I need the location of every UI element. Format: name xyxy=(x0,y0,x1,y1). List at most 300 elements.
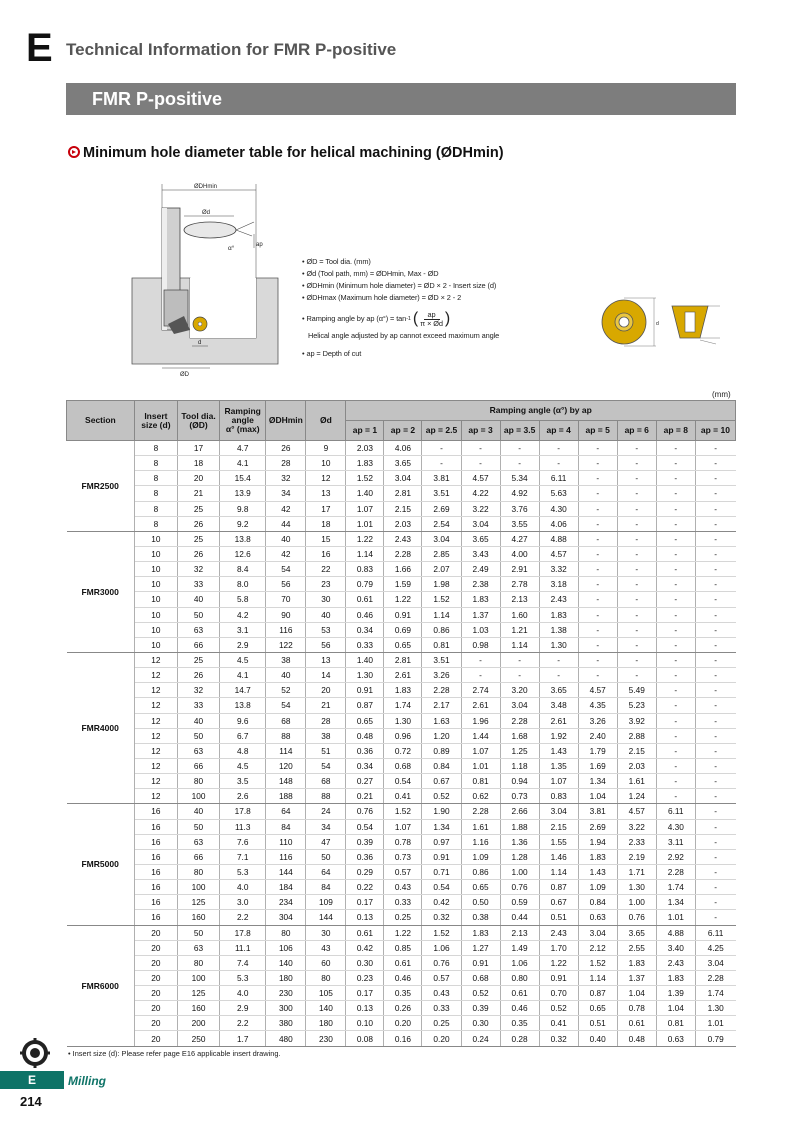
table-cell: 4.25 xyxy=(695,940,735,955)
frac-num: ap xyxy=(424,311,440,320)
table-cell: 5.3 xyxy=(220,970,266,985)
company-logo-icon xyxy=(20,1038,50,1068)
table-cell: 0.98 xyxy=(461,637,500,652)
table-cell: 3.04 xyxy=(695,955,735,970)
table-cell: - xyxy=(695,562,735,577)
table-cell: 17 xyxy=(177,441,219,456)
table-cell: - xyxy=(500,652,539,667)
table-cell: 0.65 xyxy=(346,713,384,728)
table-cell: 2.19 xyxy=(617,849,656,864)
table-cell: - xyxy=(695,880,735,895)
table-cell: 12 xyxy=(134,743,177,758)
table-cell: 1.27 xyxy=(461,940,500,955)
table-row xyxy=(67,516,736,531)
table-cell: 18 xyxy=(306,516,346,531)
table-cell: 4.5 xyxy=(220,758,266,773)
table-cell: 122 xyxy=(266,637,306,652)
table-cell: - xyxy=(578,471,617,486)
table-cell: 2.43 xyxy=(539,592,578,607)
col-ap: ap = 10 xyxy=(695,421,735,441)
table-cell: - xyxy=(656,456,695,471)
table-cell: 0.28 xyxy=(500,1031,539,1046)
table-cell: 0.61 xyxy=(500,986,539,1001)
table-cell: 0.84 xyxy=(422,758,461,773)
table-row xyxy=(67,955,736,970)
table-cell: 16 xyxy=(134,849,177,864)
table-cell: - xyxy=(578,546,617,561)
ap-definition: • ap = Depth of cut xyxy=(302,349,362,358)
table-cell: 2.03 xyxy=(346,441,384,456)
table-cell: 2.55 xyxy=(617,940,656,955)
col-ap: ap = 2.5 xyxy=(422,421,461,441)
table-cell: 0.83 xyxy=(346,562,384,577)
table-cell: 1.16 xyxy=(461,834,500,849)
table-cell: 0.44 xyxy=(500,910,539,925)
note-line: • Ød (Tool path, mm) = ØDHmin, Max - ØD xyxy=(302,269,439,278)
section-name: FMR5000 xyxy=(67,804,135,925)
table-row xyxy=(67,758,736,773)
table-cell: 1.88 xyxy=(500,819,539,834)
table-cell: 1.7 xyxy=(220,1031,266,1046)
table-cell: 0.63 xyxy=(578,910,617,925)
note-line: • ØD = Tool dia. (mm) xyxy=(302,257,371,266)
table-cell: 10 xyxy=(134,622,177,637)
table-cell: - xyxy=(578,607,617,622)
table-row xyxy=(67,637,736,652)
table-cell: 2.74 xyxy=(461,683,500,698)
table-cell: 28 xyxy=(266,456,306,471)
table-cell: 1.28 xyxy=(500,849,539,864)
col-ap: ap = 3.5 xyxy=(500,421,539,441)
table-row xyxy=(67,986,736,1001)
table-cell: 47 xyxy=(306,834,346,849)
table-cell: 88 xyxy=(266,728,306,743)
table-cell: - xyxy=(695,728,735,743)
table-cell: 1.92 xyxy=(539,728,578,743)
col-od: Ød xyxy=(306,401,346,441)
table-cell: - xyxy=(695,622,735,637)
table-cell: 1.79 xyxy=(578,743,617,758)
table-cell: - xyxy=(695,441,735,456)
table-cell: 10 xyxy=(134,607,177,622)
table-row xyxy=(67,804,736,819)
table-cell: 32 xyxy=(177,562,219,577)
table-cell: 1.34 xyxy=(656,895,695,910)
table-cell: 4.5 xyxy=(220,652,266,667)
table-cell: 1.01 xyxy=(656,910,695,925)
table-cell: 4.8 xyxy=(220,743,266,758)
table-row xyxy=(67,471,736,486)
table-cell: 40 xyxy=(266,531,306,546)
table-row xyxy=(67,910,736,925)
table-cell: 50 xyxy=(177,925,219,940)
col-group-ramping: Ramping angle (α°) by ap xyxy=(346,401,736,421)
table-cell: 1.61 xyxy=(461,819,500,834)
table-cell: 7.1 xyxy=(220,849,266,864)
table-cell: 13.9 xyxy=(220,486,266,501)
table-cell: 0.72 xyxy=(384,743,422,758)
table-cell: 3.04 xyxy=(539,804,578,819)
table-cell: 0.29 xyxy=(346,864,384,879)
table-cell: 13 xyxy=(306,486,346,501)
table-cell: - xyxy=(617,486,656,501)
label-od: ØD xyxy=(180,372,189,378)
table-cell: 2.54 xyxy=(422,516,461,531)
table-cell: - xyxy=(656,562,695,577)
table-cell: - xyxy=(656,546,695,561)
label-dhmin: ØDHmin xyxy=(194,184,218,190)
arrow-circle-icon xyxy=(68,146,80,158)
col-tool-dia: Tool dia. (ØD) xyxy=(177,401,219,441)
table-cell: - xyxy=(695,516,735,531)
table-row xyxy=(67,668,736,683)
table-cell: 10 xyxy=(134,531,177,546)
table-row xyxy=(67,592,736,607)
table-cell: 4.2 xyxy=(220,607,266,622)
table-cell: 0.54 xyxy=(346,819,384,834)
table-cell: 2.69 xyxy=(578,819,617,834)
table-cell: 2.40 xyxy=(578,728,617,743)
col-section: Section xyxy=(67,401,135,441)
table-cell: 16 xyxy=(134,834,177,849)
table-cell: 1.49 xyxy=(500,940,539,955)
table-cell: - xyxy=(656,743,695,758)
table-cell: - xyxy=(656,607,695,622)
table-cell: 12 xyxy=(134,789,177,804)
table-cell: 80 xyxy=(266,925,306,940)
note-line: • ØDHmax (Maximum hole diameter) = ØD × 2 - 2 xyxy=(302,293,462,302)
table-cell: 26 xyxy=(177,668,219,683)
table-cell: 3.22 xyxy=(461,501,500,516)
table-cell: 26 xyxy=(266,441,306,456)
table-cell: 8 xyxy=(134,456,177,471)
table-cell: - xyxy=(656,637,695,652)
table-cell: 1.25 xyxy=(500,743,539,758)
table-cell: 184 xyxy=(266,880,306,895)
table-cell: 0.27 xyxy=(346,774,384,789)
table-cell: 0.41 xyxy=(384,789,422,804)
table-cell: 2.81 xyxy=(384,652,422,667)
table-cell: 0.48 xyxy=(617,1031,656,1046)
table-cell: 2.28 xyxy=(422,683,461,698)
table-cell: 1.52 xyxy=(384,804,422,819)
table-cell: 12 xyxy=(134,758,177,773)
table-cell: 3.04 xyxy=(422,531,461,546)
table-cell: - xyxy=(656,728,695,743)
table-cell: 0.76 xyxy=(422,955,461,970)
table-cell: 1.83 xyxy=(384,683,422,698)
table-cell: 0.69 xyxy=(384,622,422,637)
table-cell: 1.96 xyxy=(461,713,500,728)
table-cell: - xyxy=(695,804,735,819)
table-cell: 1.14 xyxy=(539,864,578,879)
table-cell: - xyxy=(617,441,656,456)
table-cell: 1.35 xyxy=(539,758,578,773)
table-cell: 0.33 xyxy=(422,1001,461,1016)
table-cell: 3.81 xyxy=(578,804,617,819)
table-cell: 116 xyxy=(266,849,306,864)
table-cell: 0.51 xyxy=(539,910,578,925)
table-cell: 0.10 xyxy=(346,1016,384,1031)
table-cell: 1.59 xyxy=(384,577,422,592)
hole-diameter-table xyxy=(66,400,736,1047)
table-cell: 50 xyxy=(177,728,219,743)
table-cell: 0.59 xyxy=(500,895,539,910)
insert-label-d: d xyxy=(656,321,659,327)
ramp-sup: -1 xyxy=(406,316,411,322)
table-cell: 13.8 xyxy=(220,531,266,546)
table-cell: 50 xyxy=(177,819,219,834)
table-cell: 11.1 xyxy=(220,940,266,955)
table-cell: 0.67 xyxy=(422,774,461,789)
table-cell: 0.65 xyxy=(461,880,500,895)
table-cell: 16 xyxy=(134,895,177,910)
table-cell: 0.76 xyxy=(617,910,656,925)
table-cell: - xyxy=(695,592,735,607)
col-ap: ap = 2 xyxy=(384,421,422,441)
table-cell: 0.34 xyxy=(346,622,384,637)
chapter-letter: E xyxy=(26,26,53,70)
table-cell: 6.11 xyxy=(695,925,735,940)
table-cell: - xyxy=(695,501,735,516)
table-cell: 180 xyxy=(306,1016,346,1031)
table-cell: 42 xyxy=(266,501,306,516)
table-row xyxy=(67,683,736,698)
table-cell: 1.07 xyxy=(539,774,578,789)
table-cell: 0.20 xyxy=(384,1016,422,1031)
table-cell: 1.71 xyxy=(617,864,656,879)
table-cell: - xyxy=(695,486,735,501)
table-cell: 21 xyxy=(306,698,346,713)
table-cell: 10 xyxy=(134,577,177,592)
table-cell: 0.61 xyxy=(346,592,384,607)
table-cell: - xyxy=(656,471,695,486)
table-cell: 3.11 xyxy=(656,834,695,849)
label-alpha: α° xyxy=(228,245,235,252)
table-cell: 2.03 xyxy=(617,758,656,773)
table-cell: 40 xyxy=(266,668,306,683)
table-cell: 1.22 xyxy=(346,531,384,546)
table-cell: 0.35 xyxy=(500,1016,539,1031)
table-cell: 1.24 xyxy=(617,789,656,804)
table-cell: - xyxy=(656,713,695,728)
ramp-prefix: • Ramping angle by ap (α°) = tan xyxy=(302,314,407,323)
table-cell: - xyxy=(578,441,617,456)
table-cell: 1.39 xyxy=(656,986,695,1001)
table-cell: 0.08 xyxy=(346,1031,384,1046)
table-cell: 110 xyxy=(266,834,306,849)
table-cell: 200 xyxy=(177,1016,219,1031)
table-cell: - xyxy=(656,501,695,516)
table-cell: 3.04 xyxy=(384,471,422,486)
table-cell: 20 xyxy=(134,986,177,1001)
table-row xyxy=(67,834,736,849)
section-name: FMR6000 xyxy=(67,925,135,1046)
table-cell: - xyxy=(500,456,539,471)
table-cell: 16 xyxy=(134,910,177,925)
table-cell: 0.84 xyxy=(578,895,617,910)
table-cell: 32 xyxy=(266,471,306,486)
table-cell: 304 xyxy=(266,910,306,925)
table-cell: 116 xyxy=(266,622,306,637)
table-cell: 0.43 xyxy=(384,880,422,895)
label-dd: Ød xyxy=(202,210,211,216)
table-cell: 1.83 xyxy=(461,925,500,940)
frac-den: π × Ød xyxy=(420,318,443,328)
table-cell: 0.57 xyxy=(384,864,422,879)
table-cell: - xyxy=(617,471,656,486)
table-cell: 4.0 xyxy=(220,986,266,1001)
table-cell: 53 xyxy=(306,622,346,637)
table-cell: - xyxy=(656,622,695,637)
table-cell: 44 xyxy=(266,516,306,531)
table-cell: 0.68 xyxy=(461,970,500,985)
table-cell: 88 xyxy=(306,789,346,804)
table-cell: 0.54 xyxy=(422,880,461,895)
table-cell: 0.91 xyxy=(461,955,500,970)
table-cell: 0.81 xyxy=(461,774,500,789)
table-cell: 1.60 xyxy=(500,607,539,622)
table-cell: 64 xyxy=(266,804,306,819)
table-cell: 4.7 xyxy=(220,441,266,456)
table-cell: - xyxy=(539,441,578,456)
table-cell: 144 xyxy=(266,864,306,879)
table-cell: 3.20 xyxy=(500,683,539,698)
table-cell: 100 xyxy=(177,970,219,985)
table-cell: 8.0 xyxy=(220,577,266,592)
table-cell: 0.91 xyxy=(422,849,461,864)
table-cell: - xyxy=(656,592,695,607)
table-cell: 250 xyxy=(177,1031,219,1046)
table-cell: 0.61 xyxy=(346,925,384,940)
table-cell: 56 xyxy=(266,577,306,592)
table-cell: - xyxy=(656,698,695,713)
table-cell: 0.80 xyxy=(500,970,539,985)
table-cell: 140 xyxy=(306,1001,346,1016)
table-cell: - xyxy=(695,637,735,652)
ramp-formula: • Ramping angle by ap (α°) = tan -1 ( $\frac{ap}{\pi \times Ød}$ ) xyxy=(302,309,451,328)
table-cell: 2.28 xyxy=(461,804,500,819)
table-cell: - xyxy=(461,456,500,471)
table-cell: 12 xyxy=(134,683,177,698)
table-cell: - xyxy=(578,577,617,592)
table-cell: 30 xyxy=(306,592,346,607)
table-row xyxy=(67,501,736,516)
table-cell: 0.36 xyxy=(346,849,384,864)
table-cell: - xyxy=(617,622,656,637)
table-cell: - xyxy=(617,577,656,592)
table-cell: 2.15 xyxy=(617,743,656,758)
table-row xyxy=(67,789,736,804)
table-cell: 3.1 xyxy=(220,622,266,637)
table-cell: 1.14 xyxy=(346,546,384,561)
table-row xyxy=(67,880,736,895)
table-cell: 1.69 xyxy=(578,758,617,773)
table-cell: 25 xyxy=(177,652,219,667)
insert-top-view xyxy=(594,296,664,348)
table-cell: 3.22 xyxy=(617,819,656,834)
table-cell: 1.04 xyxy=(656,1001,695,1016)
table-cell: - xyxy=(695,864,735,879)
table-cell: - xyxy=(461,668,500,683)
table-cell: 20 xyxy=(134,1031,177,1046)
table-cell: 0.51 xyxy=(578,1016,617,1031)
table-cell: 54 xyxy=(266,698,306,713)
table-cell: 1.94 xyxy=(578,834,617,849)
table-cell: 38 xyxy=(266,652,306,667)
table-cell: 2.43 xyxy=(539,925,578,940)
table-cell: 2.03 xyxy=(384,516,422,531)
table-cell: 0.67 xyxy=(539,895,578,910)
table-cell: 0.76 xyxy=(346,804,384,819)
table-cell: - xyxy=(695,789,735,804)
table-cell: 1.01 xyxy=(461,758,500,773)
table-cell: 63 xyxy=(177,940,219,955)
table-cell: 28 xyxy=(306,713,346,728)
table-row xyxy=(67,1016,736,1031)
table-cell: 0.61 xyxy=(617,1016,656,1031)
table-cell: 0.13 xyxy=(346,1001,384,1016)
table-cell: 0.38 xyxy=(461,910,500,925)
table-cell: 0.16 xyxy=(384,1031,422,1046)
table-cell: 1.07 xyxy=(384,819,422,834)
section-name: FMR4000 xyxy=(67,652,135,803)
table-cell: 2.28 xyxy=(695,970,735,985)
table-cell: - xyxy=(695,834,735,849)
table-cell: 20 xyxy=(134,970,177,985)
table-cell: - xyxy=(695,531,735,546)
table-cell: 230 xyxy=(266,986,306,1001)
table-cell: 1.63 xyxy=(422,713,461,728)
table-cell: 33 xyxy=(177,698,219,713)
table-cell: 7.6 xyxy=(220,834,266,849)
unit-label: (mm) xyxy=(712,390,731,399)
table-row xyxy=(67,743,736,758)
table-cell: 0.61 xyxy=(384,955,422,970)
footnote: • Insert size (d): Please refer page E16 applicable insert drawing. xyxy=(68,1049,281,1058)
table-cell: 1.90 xyxy=(422,804,461,819)
table-cell: 2.15 xyxy=(384,501,422,516)
table-cell: 2.61 xyxy=(539,713,578,728)
table-cell: 90 xyxy=(266,607,306,622)
table-row xyxy=(67,940,736,955)
table-cell: 0.33 xyxy=(384,895,422,910)
table-cell: - xyxy=(656,577,695,592)
table-cell: 1.83 xyxy=(461,592,500,607)
table-cell: 2.28 xyxy=(500,713,539,728)
table-cell: 1.09 xyxy=(461,849,500,864)
col-ap: ap = 6 xyxy=(617,421,656,441)
table-cell: 4.57 xyxy=(461,471,500,486)
table-cell: 1.83 xyxy=(578,849,617,864)
table-cell: 1.52 xyxy=(346,471,384,486)
table-cell: 0.81 xyxy=(656,1016,695,1031)
table-cell: 3.55 xyxy=(500,516,539,531)
helical-machining-diagram xyxy=(128,178,288,378)
table-cell: 0.65 xyxy=(578,1001,617,1016)
table-cell: 1.07 xyxy=(461,743,500,758)
table-cell: 9 xyxy=(306,441,346,456)
table-cell: 100 xyxy=(177,880,219,895)
table-cell: 20 xyxy=(134,925,177,940)
table-cell: 2.38 xyxy=(461,577,500,592)
table-cell: 2.33 xyxy=(617,834,656,849)
table-cell: 12 xyxy=(134,774,177,789)
section-name: FMR2500 xyxy=(67,441,135,532)
table-cell: 15.4 xyxy=(220,471,266,486)
table-cell: 10 xyxy=(134,546,177,561)
table-cell: - xyxy=(695,668,735,683)
